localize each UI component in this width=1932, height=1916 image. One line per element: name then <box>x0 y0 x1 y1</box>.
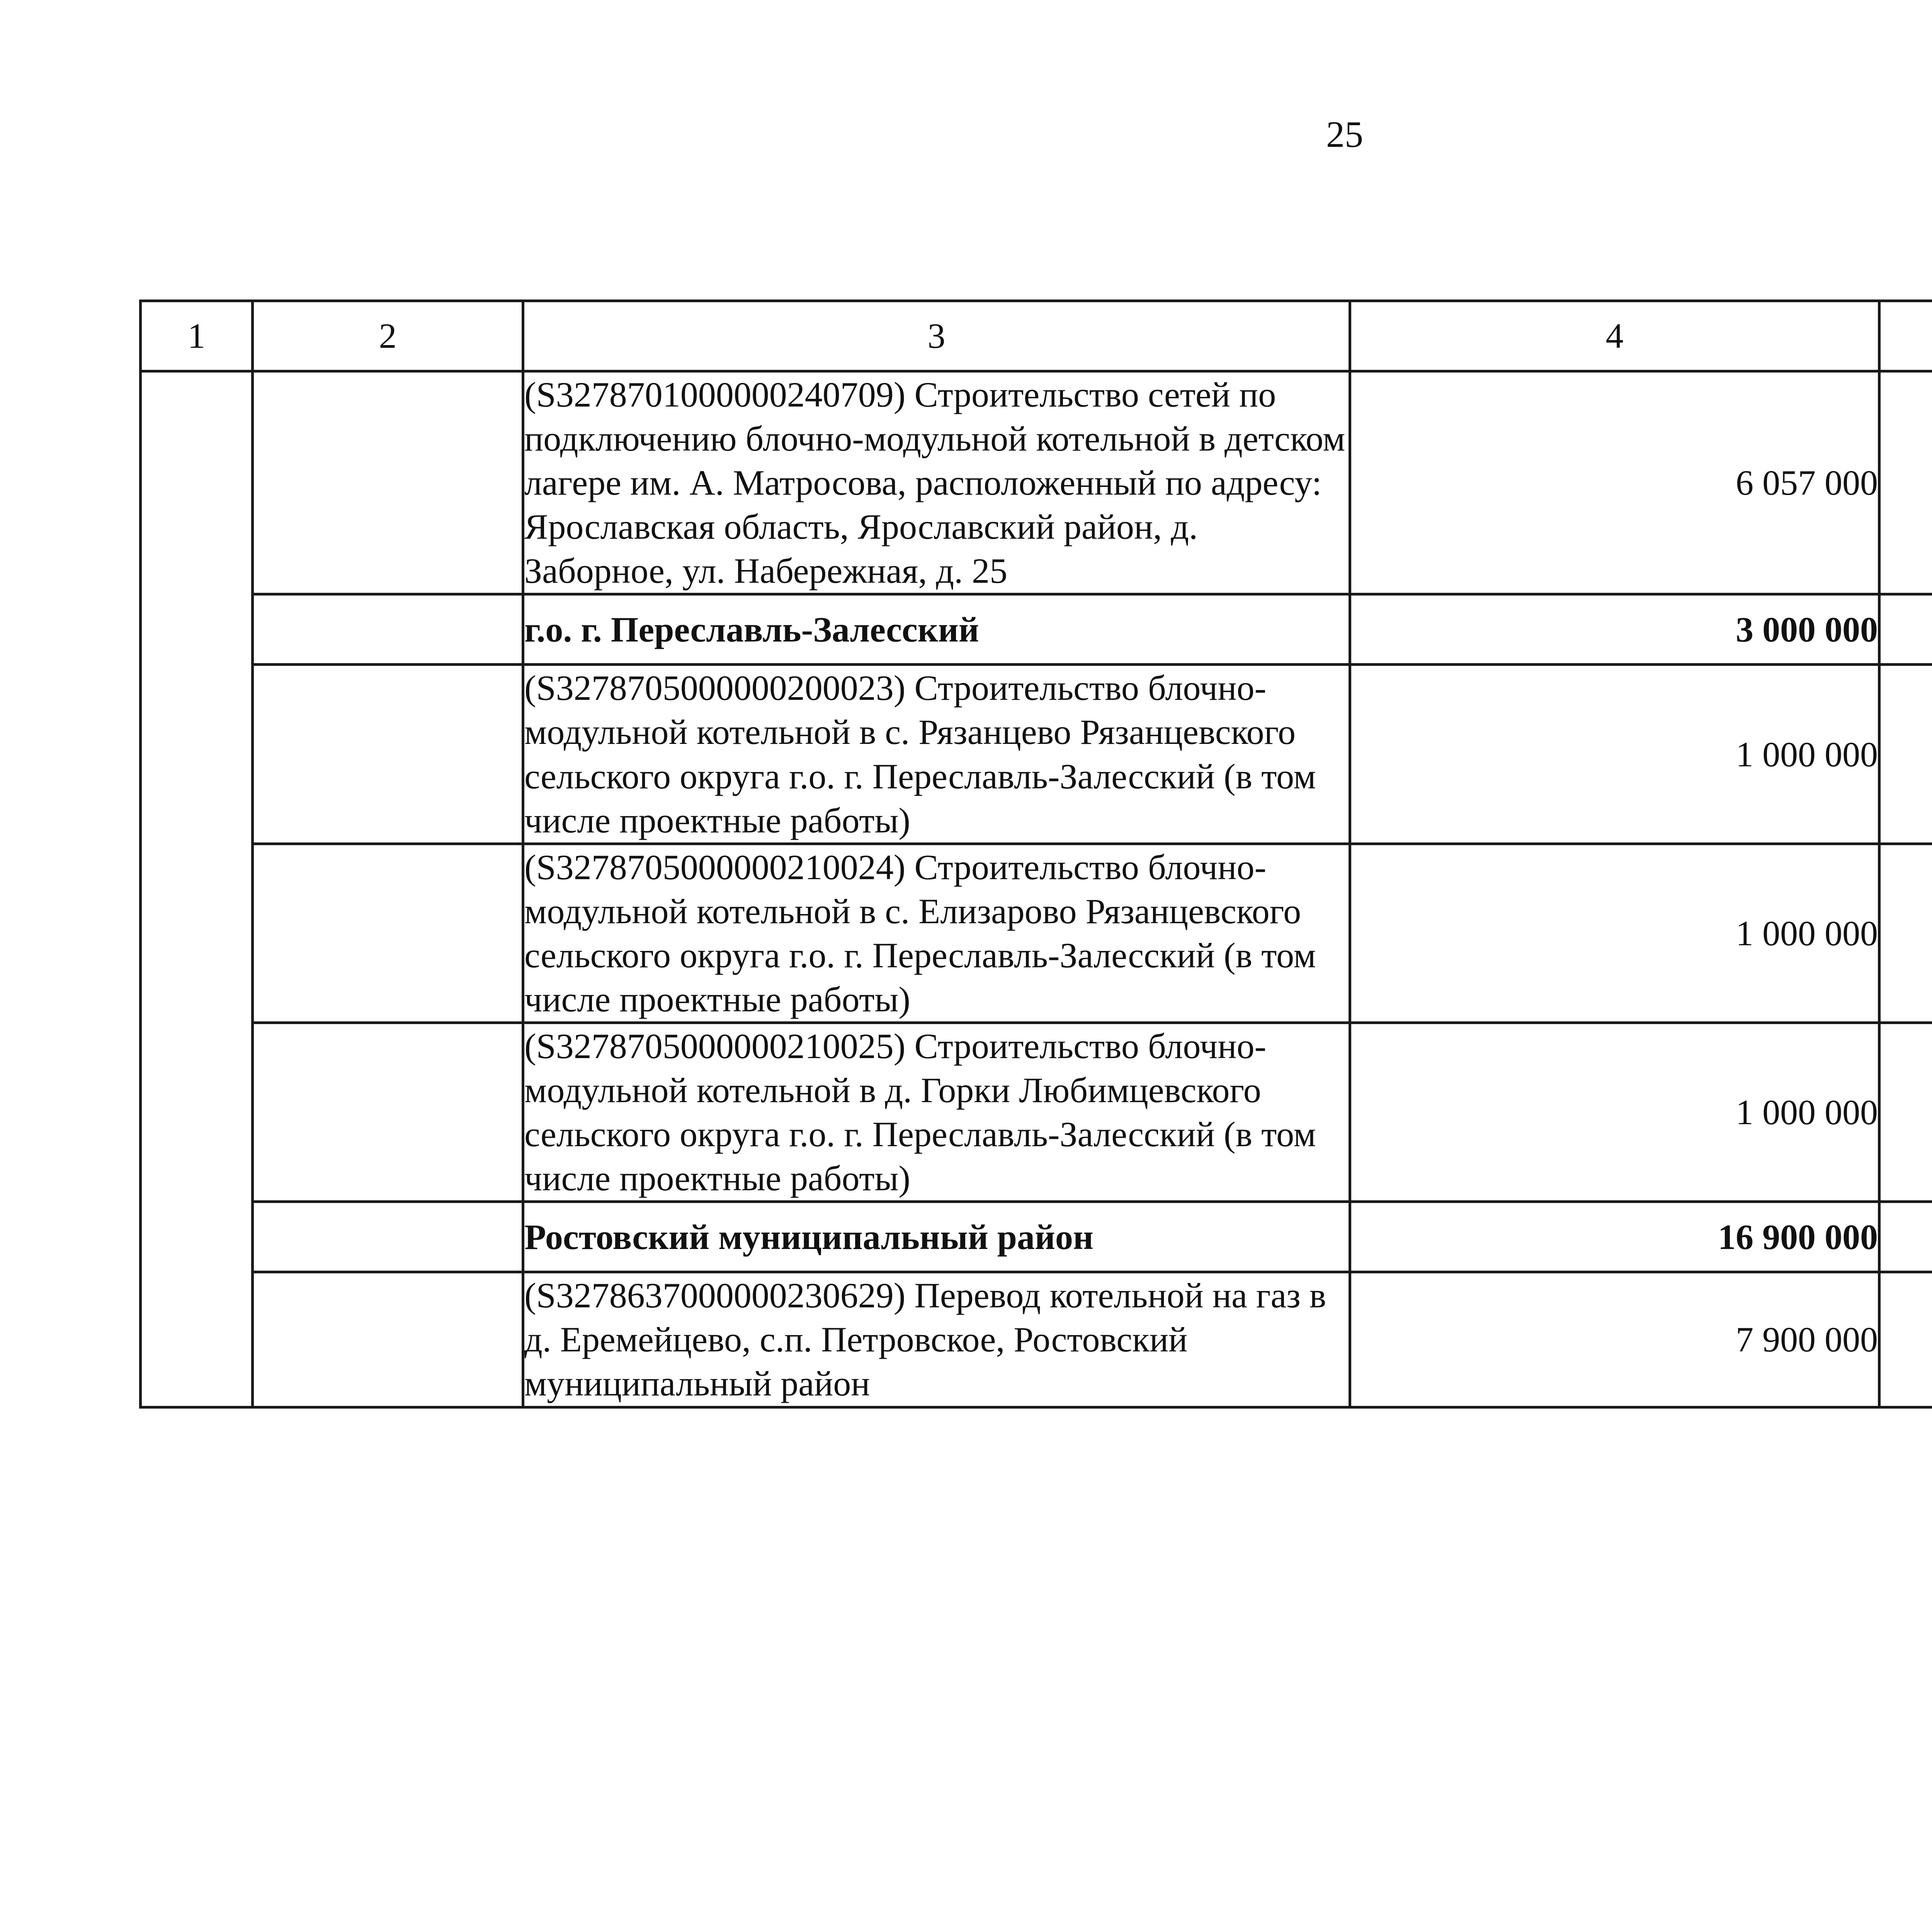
column-2-cell <box>253 1023 523 1202</box>
row-value-col4: 1 000 000 <box>1350 844 1879 1023</box>
row-value-col5 <box>1879 1023 1932 1202</box>
row-value-col4: 1 000 000 <box>1350 1023 1879 1202</box>
table-header-row <box>141 301 1932 371</box>
row-description: (S3278705000000210024) Строительство блочно-модульной котельной в с. Елизарово Рязанцевского сельского округа г.о. г. Переславль-Залесский (в том числе проектные работы) <box>523 844 1350 1023</box>
column-header-2: 2 <box>253 301 523 371</box>
table-row <box>141 665 1932 844</box>
subtotal-row <box>141 594 1932 665</box>
subtotal-value-col5 <box>1879 594 1932 665</box>
column-header-5 <box>1879 301 1932 371</box>
column-2-cell <box>253 1272 523 1407</box>
row-value-col5 <box>1879 844 1932 1023</box>
row-value-col5 <box>1879 371 1932 594</box>
column-2-cell <box>253 1202 523 1272</box>
subtotal-row <box>141 1202 1932 1272</box>
row-value-col4: 1 000 000 <box>1350 665 1879 844</box>
subtotal-description: г.о. г. Переславль-Залесский <box>523 594 1350 665</box>
row-value-col4: 6 057 000 <box>1350 371 1879 594</box>
table-row <box>141 844 1932 1023</box>
table-row <box>141 1272 1932 1407</box>
row-description: (S3278637000000230629) Перевод котельной на газ в д. Еремейцево, с.п. Петровское, Ростовский муниципальный район <box>523 1272 1350 1407</box>
subtotal-value-col5 <box>1879 1202 1932 1272</box>
budget-table <box>139 299 1932 1409</box>
column-1-cell <box>141 371 253 1407</box>
column-header-1: 1 <box>141 301 253 371</box>
column-2-cell <box>253 371 523 594</box>
row-value-col5 <box>1879 665 1932 844</box>
table-row <box>141 371 1932 594</box>
page-number: 25 <box>1326 114 1363 155</box>
row-value-col5 <box>1879 1272 1932 1407</box>
table-row <box>141 1023 1932 1202</box>
column-header-3: 3 <box>523 301 1350 371</box>
subtotal-value-col4: 16 900 000 <box>1350 1202 1879 1272</box>
subtotal-value-col4: 3 000 000 <box>1350 594 1879 665</box>
row-description: (S3278701000000240709) Строительство сетей по подключению блочно-модульной котельной в детском лагере им. А. Матросова, расположенный по адресу: Ярославская область, Ярославский район, д. Заборное, ул. Набережная, д. 25 <box>523 371 1350 594</box>
row-value-col4: 7 900 000 <box>1350 1272 1879 1407</box>
column-2-cell <box>253 594 523 665</box>
column-2-cell <box>253 665 523 844</box>
row-description: (S3278705000000210025) Строительство блочно-модульной котельной в д. Горки Любимцевского сельского округа г.о. г. Переславль-Залесский (в том числе проектные работы) <box>523 1023 1350 1202</box>
column-2-cell <box>253 844 523 1023</box>
row-description: (S3278705000000200023) Строительство блочно-модульной котельной в с. Рязанцево Рязанцевского сельского округа г.о. г. Переславль-Залесский (в том числе проектные работы) <box>523 665 1350 844</box>
column-header-4: 4 <box>1350 301 1879 371</box>
subtotal-description: Ростовский муниципальный район <box>523 1202 1350 1272</box>
